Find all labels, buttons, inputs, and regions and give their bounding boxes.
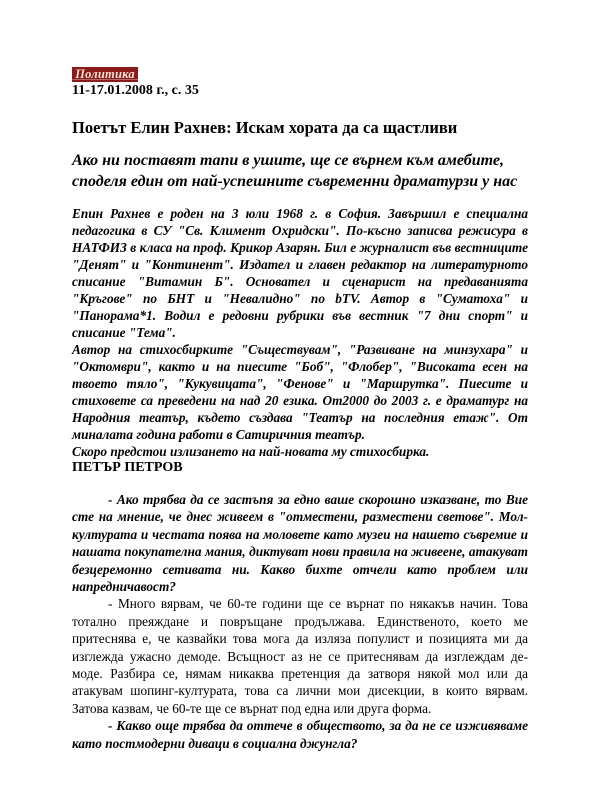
bio-paragraph: Епин Рахнев е роден на 3 юли 1968 г. в София. Завършил е специална педагогика в СУ "Св. Климент Охридски". По-късно записва режисура в НАТФИЗ в класа на проф. Крикор Азарян. Бил е журналист във вестниците "Денят" и "Континент". Издател и главен редактор на литературното списание "Витамин Б". Основател и сценарист на предаванията "Кръгове" по БНТ и "Невалидно" по bTV. Автор в "Суматоха" и "Панорама*1. Водил е редовни рубрики във вестник "7 дни спорт" и списание "Тема". [72, 206, 528, 340]
newspaper-logo: Политика [72, 67, 138, 82]
interview-body [72, 491, 528, 752]
article-subtitle: Ако ни поставят тапи в ушите, ще се върнем към амебите, споделя един от най-успешните съвременни драматурзи у нас [72, 152, 518, 190]
bio-paragraph: Скоро предстои излизането на най-новата му стихосбирка. [72, 444, 430, 459]
interview-answer: - Много вярвам, че 60-те години ще се върнат по някакъв начин. Това тотално преяждане и повръщане продължава. Единственото, което ме притеснява е, че казвайки това мога да изляза популист и позицията ми да изглежда ужасно демоде. Всъщност аз не се притеснявам да изглеждам де-моде. Разбира се, нямам никаква претенция да затворя някой мол или да атакувам шопинг-културата, това са лични мои дисекции, в които вярвам. Затова казвам, че 60-те ще се върнат под една или друга форма. [72, 596, 528, 716]
bio-paragraph: Автор на стихосбирките "Съществувам", "Развиване на минзухара" и "Октомври", както и на пиесите "Боб", "Флобер", "Високата есен на твоето тяло", "Кукувицата", "Фенове" и "Маршрутка". Пиесите и стиховете са преведени на над 20 езика. От2000 до 2003 г. е драматург на Народния театър, където създава "Театър на последния етаж". От миналата година работи в Сатиричния театър. [72, 342, 528, 442]
interview-question: - Какво още трябва да оттече в обществото, за да не се изживяваме като постмодерни диваци в социална джунгла? [72, 718, 528, 751]
interviewer-name: ПЕТЪР ПЕТРОВ [72, 460, 183, 475]
author-bio [72, 205, 528, 460]
article-title: Поетът Елин Рахнев: Искам хората да са щастливи [72, 118, 458, 137]
interview-question: - Ако трябва да се застъпя за едно ваше скорошно изказване, то Вие сте на мнение, че днес живеем в "отместени, разместени светове". Мол-културата и честата поява на моловете като музеи на нашето съвремие и нашата покупателна мания, диктуват нови правила на живеене, атакуват безцеремонно сетивата ни. Какво бихте отчели като проблем или напредничавост? [72, 492, 528, 595]
publication-date: 11-17.01.2008 г., с. 35 [72, 83, 199, 98]
